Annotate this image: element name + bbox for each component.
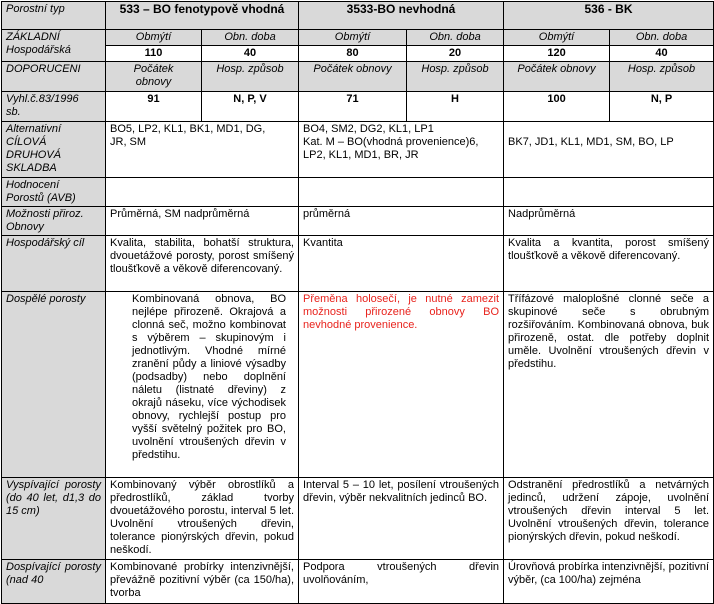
dospele-3533: Přeměna holosečí, je nutné zamezit možnosti přirozené obnovy BO nevhodné provenience. [299,292,504,478]
subheader-hosp-zpusob: Hosp. způsob [610,62,714,92]
value-cell: 110 [106,46,202,62]
vyhl-label: Vyhl.č.83/1996 sb. [2,92,106,122]
moznosti-3533: průměrná [299,207,504,236]
subheader-pocatek-obnovy: Počátek obnovy [299,62,407,92]
alternativni-label: Alternativní CÍLOVÁ DRUHOVÁ SKLADBA [2,122,106,178]
value-cell: 40 [610,46,714,62]
moznosti-label: Možnosti přiroz. Obnovy [2,207,106,236]
zakladni-label: ZÁKLADNÍ Hospodářská [2,30,106,62]
subheader-hosp-zpusob: Hosp. způsob [202,62,299,92]
dospivajici-536: Úrovňová probírka intenzivnější, pozitivní výběr, (ca 100/ha) zejména [504,560,714,604]
hodnoceni-533 [106,178,299,207]
subheader-obmyti: Obmýtí [106,30,202,46]
vyspivajici-533: Kombinovaný výběr obrostlíků a předrostlíků, základ tvorby dvouetážového porostu, interval 5 let. Uvolnění vtroušených dřevin, tolerance pionýrských dřevin, pokud neškodí. [106,478,299,560]
vyspivajici-536: Odstranění předrostlíků a netvárných jedinců, udržení zápoje, uvolnění vtroušených dřevin interval 5 let. Uvolnění vtroušených dřevin, tolerance pionýrských dřevin, pokud neškodí. [504,478,714,560]
vyspivajici-row [2,478,714,560]
value-cell: 40 [202,46,299,62]
value-cell: 20 [407,46,504,62]
cil-536: Kvalita a kvantita, porost smíšený tloušťkově a věkově diferencovaný. [504,236,714,292]
dospivajici-533: Kombinované probírky intenzivnější, převážně pozitivní výběr (ca 150/ha), tvorba [106,560,299,604]
alternativni-row [2,122,714,178]
subheader-obn-doba: Obn. doba [610,30,714,46]
type-533-header: 533 – BO fenotypově vhodná [106,2,299,30]
subheader-hosp-zpusob: Hosp. způsob [407,62,504,92]
type-536-header: 536 - BK [504,2,714,30]
subheader-obmyti: Obmýtí [504,30,610,46]
alternativni-536: BK7, JD1, KL1, MD1, SM, BO, LP [504,122,714,178]
value-cell: 80 [299,46,407,62]
vyspivajici-label: Vyspívající porosty (do 40 let, d1,3 do 15 cm) [2,478,106,560]
header-row [2,2,714,30]
dospele-533: Kombinovaná obnova, BO nejlépe přirozeně. Okrajová a clonná seč, možno kombinovat s výběrem – skupinovým i jednotlivým. Vhodné mírné zranění půdy a liniové výsadby (podsadby) nebo doplnění náletu (listnaté dřeviny) z okrajů náseku, více východisek obnovy, rychlejší postup pro vyšší světelný požitek pro BO, uvolnění vtroušených dřevin v předstihu. [106,292,299,478]
alternativni-533: BO5, LP2, KL1, BK1, MD1, DG, JR, SM [106,122,299,178]
value-cell: H [407,92,504,122]
value-cell: 120 [504,46,610,62]
value-cell: 71 [299,92,407,122]
hodnoceni-536 [504,178,714,207]
moznosti-536: Nadprůměrná [504,207,714,236]
cil-3533: Kvantita [299,236,504,292]
dospele-row [2,292,714,478]
subheader-obn-doba: Obn. doba [407,30,504,46]
doporuceni-row [2,62,714,92]
zakladni-sub-row [2,30,714,46]
value-cell: N, P, V [202,92,299,122]
zakladni-value-row [2,46,714,62]
vyspivajici-3533: Interval 5 – 10 let, posílení vtroušených dřevin, výběr nekvalitních jedinců BO. [299,478,504,560]
porostni-typ-label: Porostní typ [2,2,106,30]
dospele-536: Třífázové maloplošné clonné seče a skupinové seče s obrubným rozšiřováním. Kombinovaná obnova, buk přirozeně, ostat. dle potřeby doplnit uměle. Uvolnění vtroušených dřevin v předstihu. [504,292,714,478]
subheader-pocatek-obnovy: Počátek obnovy [106,62,202,92]
alternativni-3533: BO4, SM2, DG2, KL1, LP1 Kat. M – BO(vhodná provenience)6, LP2, KL1, MD1, BR, JR [299,122,504,178]
moznosti-row [2,207,714,236]
hodnoceni-label: Hodnocení Porostů (AVB) [2,178,106,207]
dospivajici-row [2,560,714,604]
dospivajici-3533: Podpora vtroušených dřevin uvolňováním, [299,560,504,604]
vyhl-row [2,92,714,122]
value-cell: N, P [610,92,714,122]
cil-533: Kvalita, stabilita, bohatší struktura, dvouetážové porosty, porost smíšený tloušťkově a věkově diferencovaný. [106,236,299,292]
forest-type-table [1,1,714,604]
moznosti-533: Průměrná, SM nadprůměrná [106,207,299,236]
value-cell: 91 [106,92,202,122]
subheader-obmyti: Obmýtí [299,30,407,46]
hodnoceni-row [2,178,714,207]
dospele-label: Dospělé porosty [2,292,106,478]
cil-label: Hospodářský cíl [2,236,106,292]
cil-row [2,236,714,292]
doporuceni-label: DOPORUCENI [2,62,106,92]
type-3533-header: 3533-BO nevhodná [299,2,504,30]
subheader-obn-doba: Obn. doba [202,30,299,46]
subheader-pocatek-obnovy: Počátek obnovy [504,62,610,92]
dospivajici-label: Dospívající porosty (nad 40 [2,560,106,604]
value-cell: 100 [504,92,610,122]
hodnoceni-3533 [299,178,504,207]
